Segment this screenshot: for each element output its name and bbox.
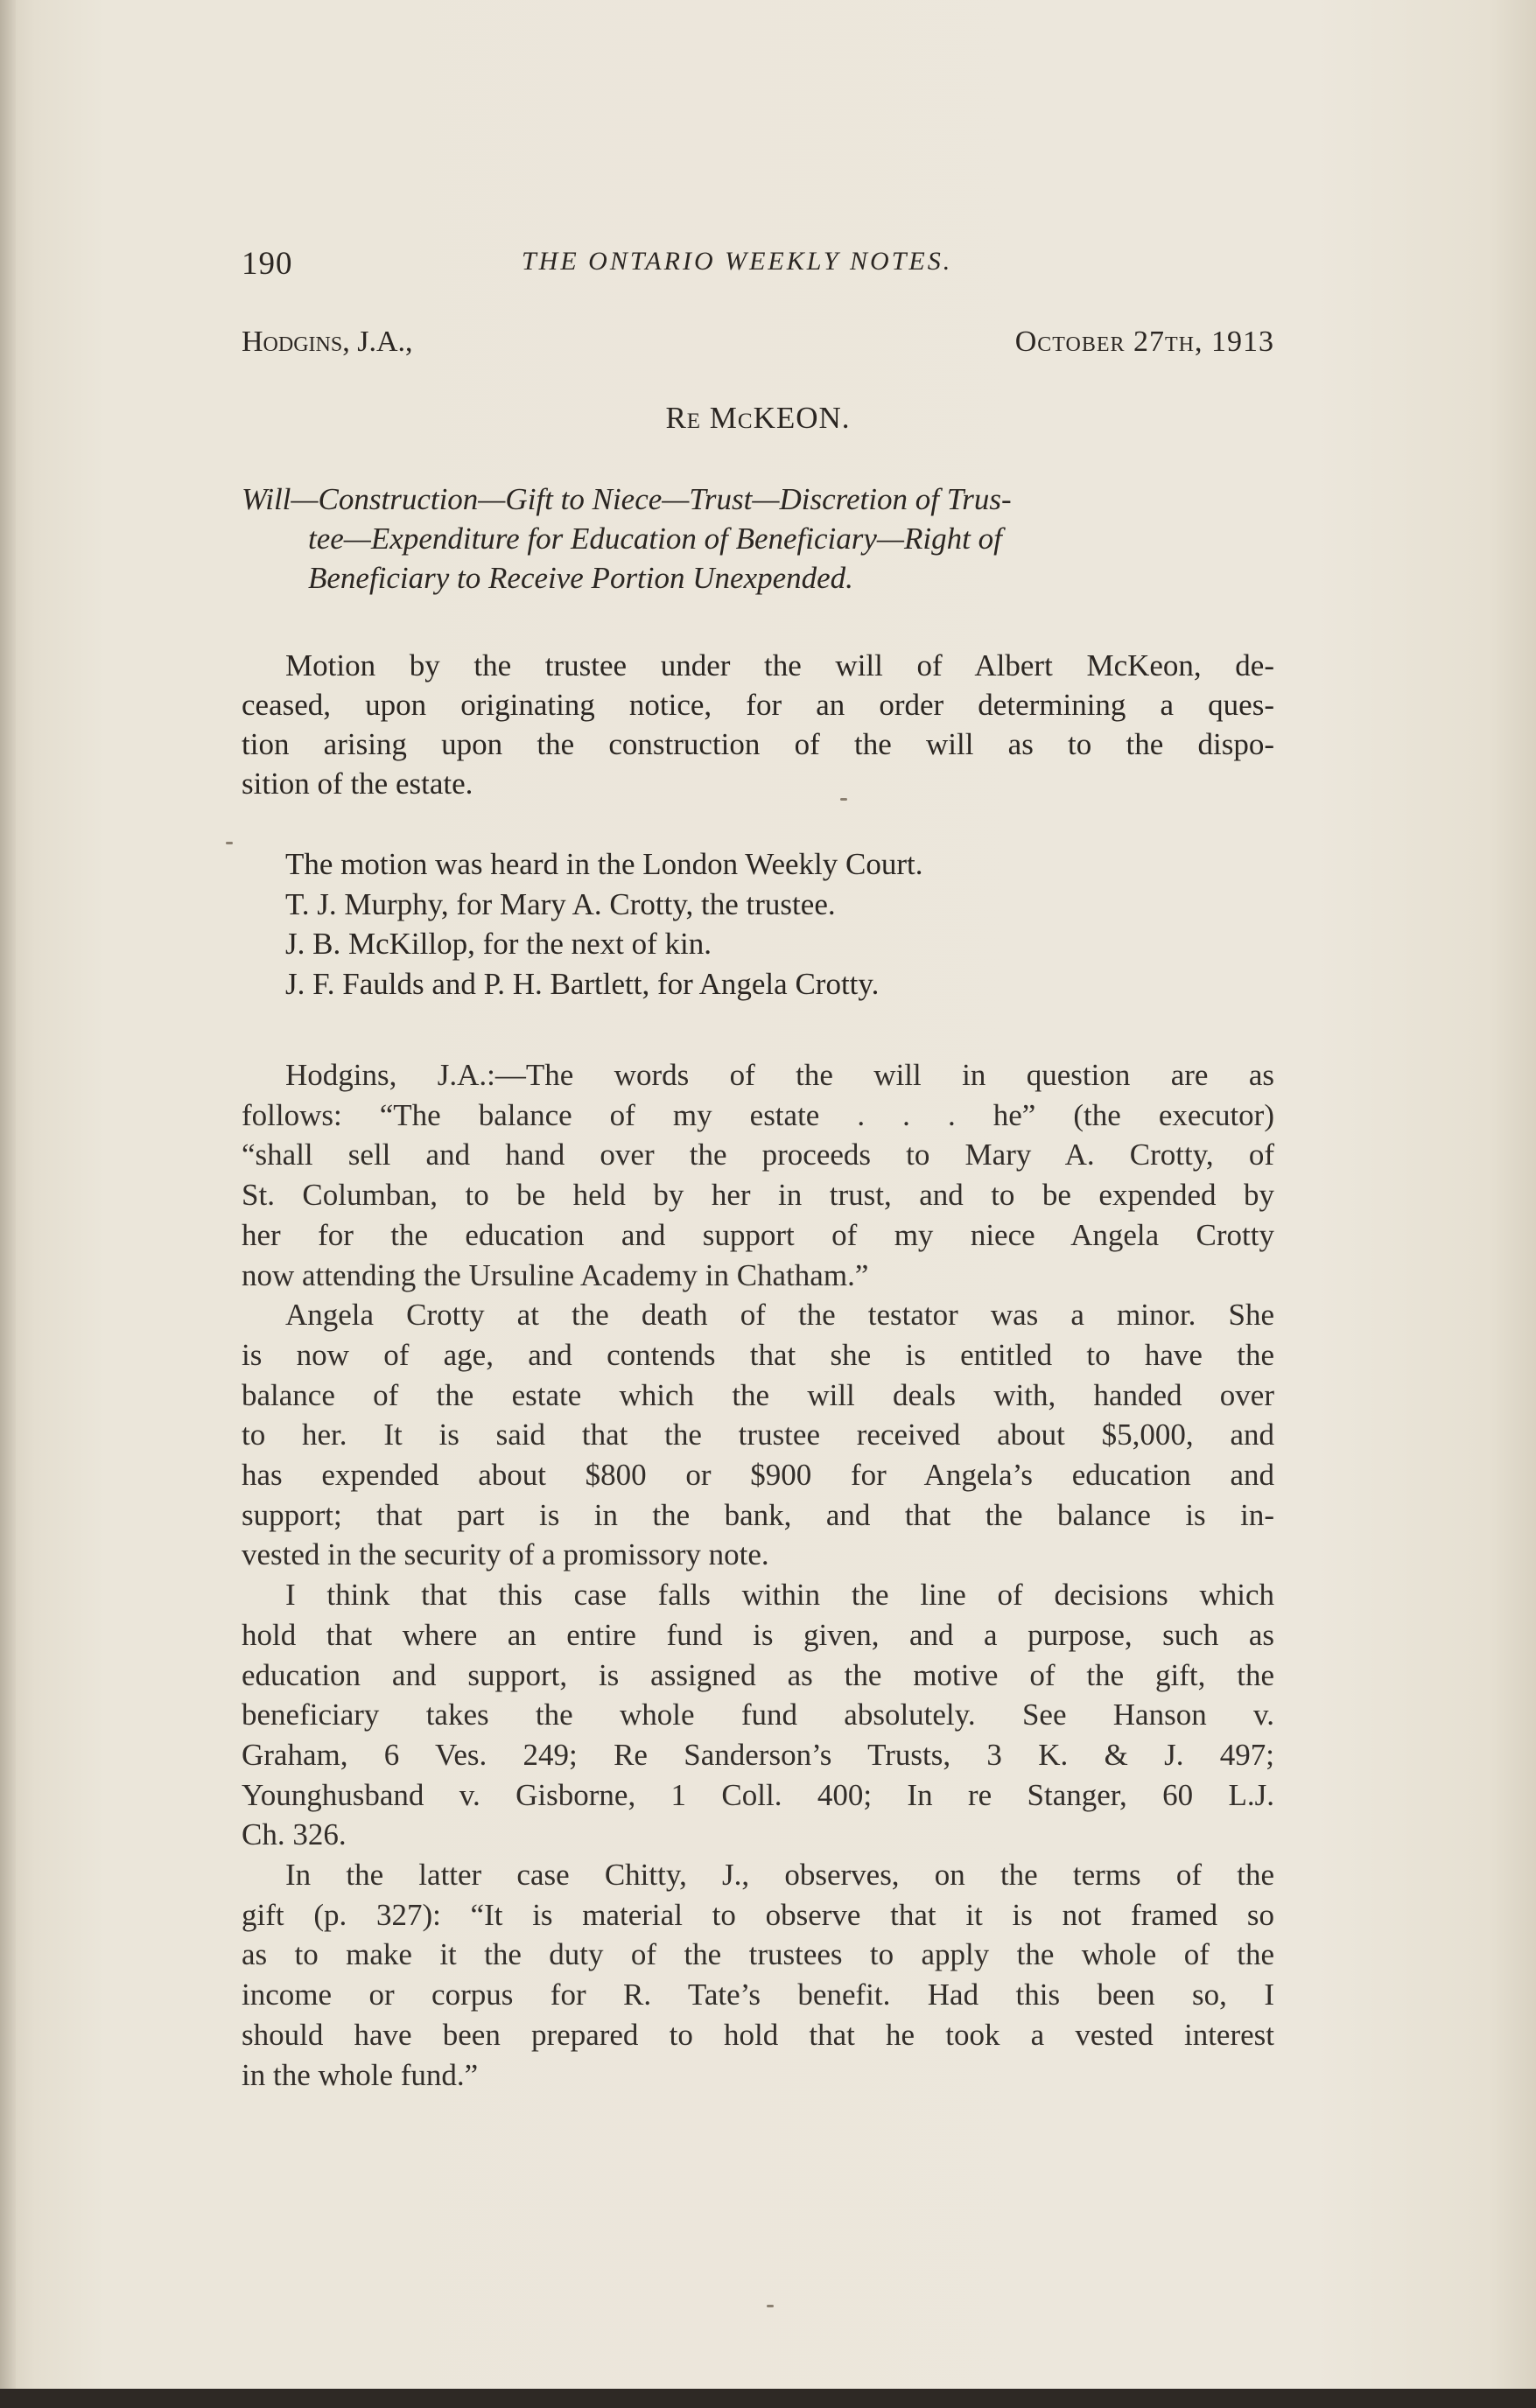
- paper-blemish: [840, 798, 847, 801]
- headnote-line: tee—Expenditure for Education of Beneficiary—Right of: [308, 522, 1002, 556]
- counsel-list: [242, 844, 1274, 1004]
- text-line: follows: “The balance of my estate . . . he” (the executor): [242, 1097, 1274, 1132]
- text-line: has expended about $800 or $900 for Angela’s education and: [242, 1458, 1274, 1493]
- text-line: to her. It is said that the trustee received about $5,000, and: [242, 1418, 1274, 1452]
- running-head: THE ONTARIO WEEKLY NOTES.: [522, 247, 953, 276]
- text-line: Angela Crotty at the death of the testator was a minor. She: [285, 1298, 1274, 1333]
- paper-blemish: [226, 842, 233, 844]
- case-title: Re McKEON.: [665, 401, 851, 435]
- counsel-line: T. J. Murphy, for Mary A. Crotty, the trustee.: [285, 886, 836, 921]
- headnote-line: Will—Construction—Gift to Niece—Trust—Discretion of Trus-: [242, 482, 1012, 516]
- judge-name: Hodgins, J.A.,: [242, 326, 413, 358]
- text-line: income or corpus for R. Tate’s benefit. Had this been so, I: [242, 1978, 1274, 2012]
- page-number: 190: [242, 246, 293, 282]
- page-header: [242, 245, 1274, 289]
- text-line: beneficiary takes the whole fund absolutely. See Hanson v.: [242, 1698, 1274, 1732]
- text-line: Motion by the trustee under the will of Albert McKeon, de-: [285, 648, 1274, 682]
- decision-date: October 27th, 1913: [1014, 326, 1274, 358]
- text-line: balance of the estate which the will deals with, handed over: [242, 1377, 1274, 1412]
- text-line: sition of the estate.: [242, 766, 473, 801]
- text-line: “shall sell and hand over the proceeds to Mary A. Crotty, of: [242, 1138, 1274, 1172]
- text-line: Younghusband v. Gisborne, 1 Coll. 400; In re Stanger, 60 L.J.: [242, 1777, 1274, 1812]
- judgment-text: [242, 1055, 1274, 2095]
- text-line: tion arising upon the construction of the will as to the dispo-: [242, 727, 1274, 761]
- counsel-line: The motion was heard in the London Weekly Court.: [285, 847, 923, 881]
- text-line: I think that this case falls within the line of decisions which: [285, 1578, 1274, 1613]
- text-line: St. Columban, to be held by her in trust, and to be expended by: [242, 1178, 1274, 1213]
- text-line: support; that part is in the bank, and that the balance is in-: [242, 1497, 1274, 1532]
- text-line: is now of age, and contends that she is entitled to have the: [242, 1337, 1274, 1372]
- text-line: vested in the security of a promissory note.: [242, 1537, 769, 1572]
- text-line: In the latter case Chitty, J., observes, on the terms of the: [285, 1858, 1274, 1893]
- text-line: as to make it the duty of the trustees to apply the whole of the: [242, 1937, 1274, 1972]
- counsel-line: J. B. McKillop, for the next of kin.: [285, 927, 712, 961]
- text-line: Ch. 326.: [242, 1817, 347, 1852]
- headnote-line: Beneficiary to Receive Portion Unexpended.: [308, 561, 853, 595]
- text-line: now attending the Ursuline Academy in Chatham.”: [242, 1257, 869, 1292]
- text-line: gift (p. 327): “It is material to observe that it is not framed so: [242, 1897, 1274, 1932]
- scan-bottom-edge: [0, 2389, 1536, 2408]
- text-line: her for the education and support of my niece Angela Crotty: [242, 1217, 1274, 1252]
- headnote: [242, 480, 1274, 598]
- motion-paragraph: [242, 646, 1274, 803]
- text-line: hold that where an entire fund is given, and a purpose, such as: [242, 1617, 1274, 1652]
- paper-blemish: [767, 2305, 774, 2307]
- text-line: Graham, 6 Ves. 249; Re Sanderson’s Trusts, 3 K. & J. 497;: [242, 1737, 1274, 1772]
- text-line: Hodgins, J.A.:—The words of the will in question are as: [285, 1058, 1274, 1092]
- text-line: should have been prepared to hold that he took a vested interest: [242, 2017, 1274, 2052]
- counsel-line: J. F. Faulds and P. H. Bartlett, for Angela Crotty.: [285, 966, 880, 1001]
- text-line: in the whole fund.”: [242, 2057, 479, 2092]
- page-gutter: [0, 0, 16, 2389]
- text-line: education and support, is assigned as the motive of the gift, the: [242, 1657, 1274, 1692]
- text-line: ceased, upon originating notice, for an order determining a ques-: [242, 688, 1274, 722]
